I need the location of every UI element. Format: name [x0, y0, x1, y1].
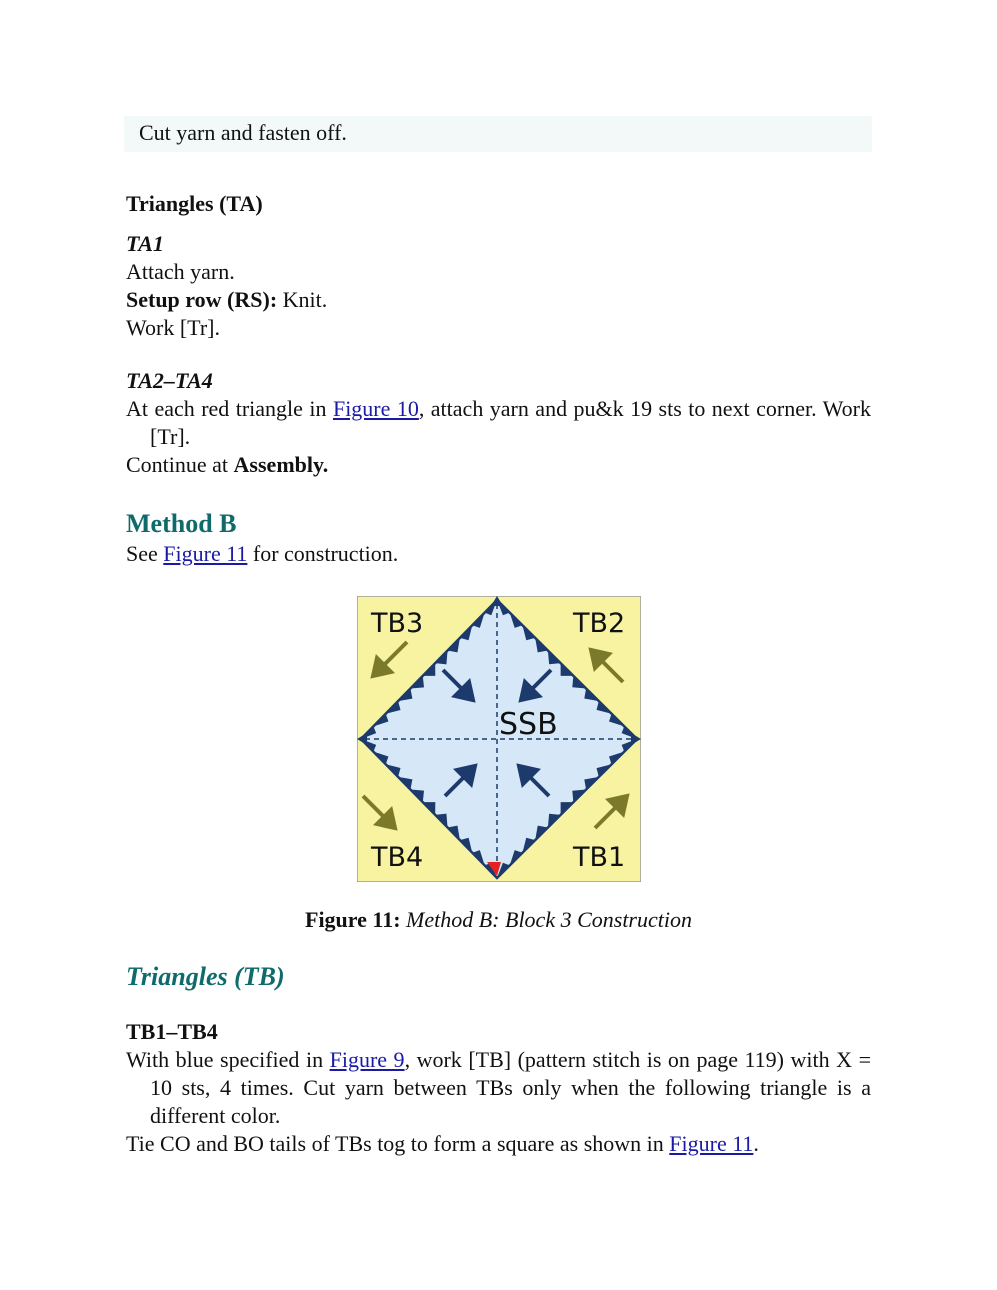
- caption-label: Figure 11:: [305, 907, 401, 932]
- tb-paragraph-2: [126, 1130, 871, 1158]
- tb-heading: Triangles (TB): [126, 962, 285, 991]
- tb-p1-pre: With blue specified in: [126, 1047, 330, 1072]
- label-tb1: TB1: [573, 842, 626, 873]
- ta24-paragraph: [126, 395, 871, 451]
- label-tb3: TB3: [371, 608, 424, 639]
- tb-p1-post: , work [TB] (pattern stitch is on page 119) with X = 10 sts, 4 times. Cut yarn between TBs only when the following triangle is a different color.: [150, 1047, 871, 1128]
- label-ssb: SSB: [499, 707, 558, 742]
- ta-section: [126, 190, 871, 218]
- work-tr-line: Work [Tr].: [126, 315, 220, 340]
- ta24-block: [126, 367, 871, 479]
- figure-caption: [0, 906, 997, 934]
- continue-line: [126, 451, 871, 479]
- setup-row-label: Setup row (RS):: [126, 287, 278, 312]
- continue-pre: Continue at: [126, 452, 234, 477]
- ta1-attach-line: Attach yarn.: [126, 259, 235, 284]
- ta24-pre: At each red triangle in: [126, 396, 333, 421]
- tb-p2-post: .: [753, 1131, 759, 1156]
- ta1-block: [126, 230, 871, 342]
- method-b-heading: Method B: [126, 509, 237, 538]
- tb-block: [126, 1018, 871, 1158]
- tb-title: TB1–TB4: [126, 1019, 218, 1044]
- note-box: [124, 116, 872, 152]
- method-b-block: [126, 508, 871, 568]
- see-figure-line: [126, 540, 871, 568]
- figure-10-link[interactable]: Figure 10: [332, 396, 419, 421]
- caption-text: Method B: Block 3 Construction: [400, 907, 692, 932]
- figure-9-link[interactable]: Figure 9: [329, 1047, 405, 1072]
- see-post: for construction.: [247, 541, 399, 566]
- top-note: Cut yarn and fasten off.: [139, 120, 347, 145]
- setup-row-line: [126, 286, 871, 314]
- figure-11-diagram: [357, 596, 641, 882]
- setup-row-text: Knit.: [277, 287, 328, 312]
- label-tb4: TB4: [371, 842, 424, 873]
- figure-11-link-2[interactable]: Figure 11: [669, 1131, 754, 1156]
- tb-p2-pre: Tie CO and BO tails of TBs tog to form a square as shown in: [126, 1131, 670, 1156]
- ta24-post: , attach yarn and pu&k 19 sts to next corner. Work [Tr].: [150, 396, 871, 449]
- tb-paragraph-1: [126, 1046, 871, 1130]
- assembly-ref: Assembly.: [233, 452, 329, 477]
- figure-11-link[interactable]: Figure 11: [163, 541, 248, 566]
- ta24-title: TA2–TA4: [126, 368, 213, 393]
- block-construction-svg: [357, 596, 641, 882]
- ta-heading: Triangles (TA): [126, 191, 263, 216]
- see-pre: See: [126, 541, 164, 566]
- label-tb2: TB2: [573, 608, 626, 639]
- ta1-title: TA1: [126, 231, 164, 256]
- tb-heading-block: [126, 961, 871, 993]
